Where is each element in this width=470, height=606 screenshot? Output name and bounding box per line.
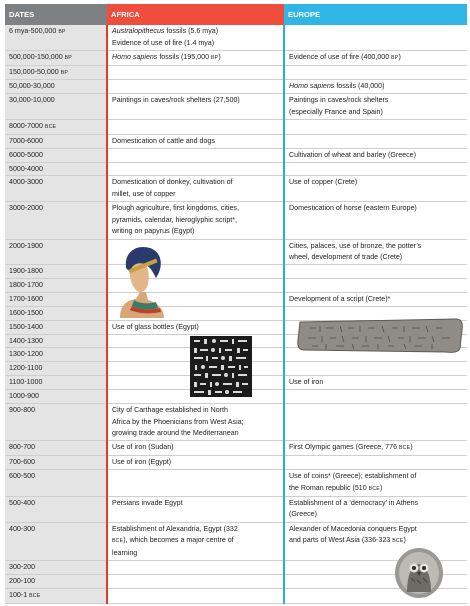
africa-cell [107,162,284,176]
africa-event-text: Use of iron (Egypt) [112,458,172,467]
date-cell [5,470,107,497]
date-cell [5,561,107,575]
date-text: 1000-900 [9,392,39,401]
date-text: 30,000-10,000 [9,96,55,105]
europe-event-text: Homo sapiens [289,82,335,91]
europe-event-text: and parts of West Asia (336-323 [289,536,393,545]
timeline-rows [5,25,467,604]
europe-cell [284,470,467,497]
africa-event-text: Use of iron (Sudan) [112,443,174,452]
date-cell [5,162,107,176]
timeline-table [5,4,467,604]
europe-cell [284,265,467,279]
date-text: 200-100 [9,576,36,585]
date-cell [5,306,107,320]
europe-event-text: Evidence of use of fire (400,000 [289,52,392,61]
timeline-row [5,80,467,94]
africa-event-text: Persians invade Egypt [112,498,183,507]
date-text: 700-600 [9,458,36,467]
hieroglyph-tablet-image [190,336,252,397]
date-text: 900-800 [9,405,36,414]
africa-event-text: BCE [112,538,124,545]
africa-cell [107,561,284,575]
date-cell [5,80,107,94]
date-text: 4000-3000 [9,178,43,187]
date-text: 8000-7000 [9,121,43,130]
date-cell [5,574,107,588]
africa-cell [107,470,284,497]
date-era-label: BP [64,54,72,61]
timeline-row [5,134,467,148]
date-cell [5,148,107,162]
europe-cell [284,239,467,265]
date-cell [5,362,107,376]
date-text: 600-500 [9,472,36,481]
date-cell [5,522,107,561]
date-text: 6 mya-500,000 [9,27,57,35]
date-text: 1900-1800 [9,267,43,276]
europe-cell [284,25,467,50]
date-cell [5,456,107,470]
date-text: 800-700 [9,443,36,452]
europe-cell [284,403,467,441]
europe-cell [284,279,467,293]
date-era-label: BCE [44,123,57,130]
date-cell [5,25,107,50]
europe-event-text: BCE [392,538,404,545]
africa-cell [107,65,284,80]
nefertiti-bust-image [106,244,170,320]
date-cell [5,320,107,334]
africa-event-text: millet, use of copper [112,190,176,199]
date-text: 1300-1200 [9,350,43,359]
date-text: 6000-5000 [9,150,43,159]
europe-column-header: EUROPE [284,4,467,25]
europe-cell [284,119,467,134]
europe-event-text: ) [403,536,406,545]
timeline-row [5,25,467,50]
africa-event-text: Africa by the Phoenicians from West Asia; [112,417,244,426]
date-text: 3000-2000 [9,204,43,213]
europe-event-text: Alexander of Macedonia conquers Egypt [289,524,417,533]
africa-event-text: pyramids, calendar, hieroglyphic script*, [112,215,237,224]
europe-event-text: (especially France and Spain) [289,107,383,116]
date-cell [5,134,107,148]
africa-event-text: fossils (5.6 mya) [164,27,219,35]
europe-event-text: (Greece) [289,510,317,519]
europe-cell [284,176,467,202]
europe-event-text: Domestication of horse (eastern Europe) [289,204,417,213]
europe-cell [284,162,467,176]
africa-cell [107,176,284,202]
africa-event-text: fossils (195,000 [157,52,211,61]
date-text: 1800-1700 [9,281,43,290]
africa-event-text: Domestication of cattle and dogs [112,136,215,145]
date-cell [5,65,107,80]
africa-event-text: learning [112,548,138,557]
date-text: 1600-1500 [9,308,43,317]
timeline-row [5,470,467,497]
date-text: 1200-1100 [9,364,43,373]
date-text: 100-1 [9,590,28,599]
europe-event-text: BP [391,54,399,61]
europe-event-text: ) [398,52,401,61]
date-cell [5,588,107,603]
europe-event-text: BCE [398,445,411,452]
timeline-row [5,119,467,134]
date-text: 400-300 [9,524,36,533]
date-cell [5,239,107,265]
europe-cell [284,50,467,65]
date-cell [5,334,107,348]
europe-event-text: ) [410,443,413,452]
africa-cell [107,456,284,470]
africa-event-text: growing trade around the Mediterranean [112,429,239,438]
date-text: 50,000-30,000 [9,82,55,91]
africa-cell [107,403,284,441]
africa-event-text: BP [211,54,219,61]
africa-cell [107,80,284,94]
africa-cell [107,574,284,588]
dates-column-header: DATES [5,4,107,25]
timeline-row [5,293,467,307]
africa-event-text: Australopithecus [112,27,165,35]
header-row [5,4,467,25]
africa-event-text: Plough agriculture, first kingdoms, cities, [112,204,239,213]
timeline-row [5,239,467,265]
timeline-row [5,279,467,293]
date-cell [5,390,107,404]
date-cell [5,279,107,293]
owl-coin-image [393,546,445,600]
europe-event-text: Paintings in caves/rock shelters [289,96,389,105]
africa-cell [107,94,284,120]
africa-event-text: ) [218,52,221,61]
timeline-row [5,496,467,522]
timeline-row [5,265,467,279]
africa-event-text: ), which becomes a major centre of [123,536,234,545]
europe-cell [284,390,467,404]
date-cell [5,50,107,65]
africa-event-text: Evidence of use of fire (1.4 mya) [112,38,215,47]
timeline-row [5,148,467,162]
date-cell [5,403,107,441]
africa-event-text: Establishment of Alexandria, Egypt (332 [112,524,238,533]
europe-cell [284,148,467,162]
africa-cell [107,25,284,50]
date-cell [5,376,107,390]
europe-cell [284,80,467,94]
timeline-row [5,65,467,80]
africa-cell [107,202,284,240]
date-era-label: BP [58,29,66,35]
europe-event-text: Use of iron [289,378,324,387]
date-text: 7000-6000 [9,136,43,145]
africa-cell [107,148,284,162]
europe-cell [284,441,467,456]
date-cell [5,441,107,456]
timeline-row [5,202,467,240]
africa-event-text: City of Carthage established in North [112,405,228,414]
timeline-row [5,162,467,176]
africa-column-header: AFRICA [107,4,284,25]
europe-event-text: Development of a script (Crete)* [289,295,391,304]
timeline-row [5,94,467,120]
europe-event-text: First Olympic games (Greece, 776 [289,443,399,452]
date-text: 5000-4000 [9,164,43,173]
africa-event-text: Paintings in caves/rock shelters (27,500) [112,96,240,105]
europe-event-text: the Roman republic (510 [289,483,369,492]
africa-cell [107,522,284,561]
africa-event-text: Use of glass bottles (Egypt) [112,322,199,331]
date-cell [5,119,107,134]
africa-cell [107,119,284,134]
africa-cell [107,441,284,456]
europe-cell [284,65,467,80]
europe-event-text: Use of copper (Crete) [289,178,358,187]
date-cell [5,176,107,202]
date-text: 1400-1300 [9,336,43,345]
date-text: 300-200 [9,563,36,572]
europe-event-text: BCE [368,485,380,492]
europe-event-text: ) [379,483,383,492]
timeline-row [5,441,467,456]
africa-cell [107,320,284,334]
date-cell [5,202,107,240]
africa-cell [107,588,284,603]
africa-cell [107,50,284,65]
africa-cell [107,496,284,522]
date-text: 1500-1400 [9,322,43,331]
timeline-row [5,456,467,470]
date-text: 1100-1000 [9,378,43,387]
europe-event-text: Cultivation of wheat and barley (Greece) [289,150,416,159]
europe-event-text: Use of coins* (Greece); establishment of [289,472,417,481]
europe-cell [284,134,467,148]
timeline-row [5,50,467,65]
date-text: 150,000-50,000 [9,67,59,76]
timeline-row [5,176,467,202]
date-cell [5,348,107,362]
africa-event-text: Domestication of donkey, cultivation of [112,178,233,187]
timeline-row [5,403,467,441]
europe-cell [284,496,467,522]
europe-cell [284,202,467,240]
clay-tablet-image [296,318,464,354]
date-text: 1700-1600 [9,295,43,304]
date-cell [5,293,107,307]
europe-cell [284,293,467,307]
europe-cell [284,456,467,470]
date-cell [5,496,107,522]
europe-cell [284,362,467,376]
europe-event-text: Establishment of a ‘democracy’ in Athens [289,498,419,507]
africa-event-text: Homo sapiens [112,52,158,61]
date-text: 500,000-150,000 [9,52,63,61]
date-text: 500-400 [9,498,36,507]
europe-cell [284,94,467,120]
europe-event-text: Cities, palaces, use of bronze, the potter’s [289,241,422,250]
europe-event-text: fossils (40,000) [334,82,385,91]
date-cell [5,94,107,120]
date-cell [5,265,107,279]
date-era-label: BCE [29,592,41,599]
date-text: 2000-1900 [9,241,43,250]
date-era-label: BP [60,69,69,76]
europe-event-text: wheel, development of trade (Crete) [289,253,403,262]
africa-cell [107,134,284,148]
africa-event-text: writing on papyrus (Egypt) [112,227,195,236]
europe-cell [284,376,467,390]
